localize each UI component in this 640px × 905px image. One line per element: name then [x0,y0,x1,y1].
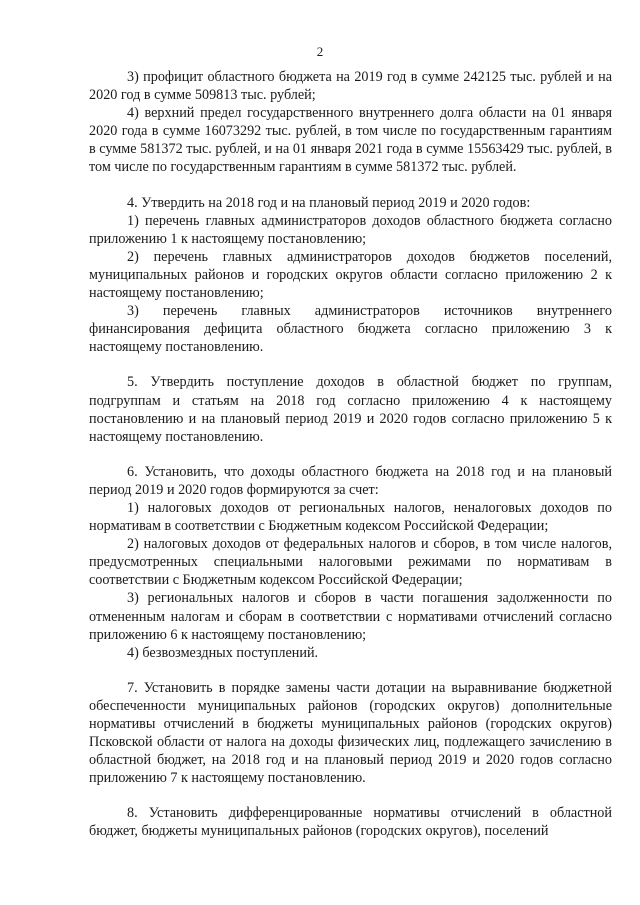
section-7: 7. Установить в порядке замены части дотации на выравнивание бюджетной обеспеченности муниципальных районов (городских округов) дополнительные нормативы отчислений в бюджеты муниципальных районов (городских округов) Псковской области от налога на доходы физических лиц, подлежащего зачислению в областной бюджет, на 2018 год и на плановый период 2019 и 2020 годов согласно приложению 7 к настоящему постановлению. [89,679,612,787]
section-gap [89,662,612,679]
document-body [89,68,612,841]
section-gap [89,177,612,194]
section-4-heading: 4. Утвердить на 2018 год и на плановый период 2019 и 2020 годов: [127,194,531,211]
section-gap [89,446,612,463]
clause-3-surplus: 3) профицит областного бюджета на 2019 год в сумме 242125 тыс. рублей и на 2020 год в сумме 509813 тыс. рублей; [89,69,612,104]
section-6-item-2: 2) налоговых доходов от федеральных налогов и сборов, в том числе налогов, предусмотренных специальными налоговыми режимами по нормативам в соответствии с Бюджетным кодексом Российской Федерации; [89,536,612,589]
section-6-item-1: 1) налоговых доходов от региональных налогов, неналоговых доходов по нормативам в соответствии с Бюджетным кодексом Российской Федерации; [89,499,612,535]
section-8: 8. Установить дифференцированные нормативы отчислений в областной бюджет, бюджеты муниципальных районов (городских округов), поселений [89,805,612,840]
section-gap [89,356,612,373]
section-4-item-3: 3) перечень главных администраторов источников внутреннего финансирования дефицита областного бюджета согласно приложению 3 к настоящему постановлению. [89,303,612,356]
section-6-item-3: 3) региональных налогов и сборов в части погашения задолженности по отмененным налогам и сборам в соответствии с нормативами отчислений согласно приложению 6 к настоящему постановлению; [89,590,612,643]
section-4-item-1: 1) перечень главных администраторов доходов областного бюджета согласно приложению 1 к настоящему постановлению; [89,212,612,247]
section-4-item-2: 2) перечень главных администраторов доходов бюджетов поселений, муниципальных районов и городских округов области согласно приложению 2 к настоящему постановлению; [89,248,612,302]
page-number: 2 [316,44,324,59]
section-5: 5. Утвердить поступление доходов в областной бюджет по группам, подгруппам и статьям на 2018 год согласно приложению 4 к настоящему постановлению и на плановый период 2019 и 2020 годов согласно приложению 5 к настоящему постановлению. [89,374,612,445]
section-gap [89,787,612,804]
clause-4-debt-limit: 4) верхний предел государственного внутреннего долга области на 01 января 2020 года в сумме 16073292 тыс. рублей, в том числе по государственным гарантиям в сумме 581372 тыс. рублей, и на 01 января 2021 года в сумме 15563429 тыс. рублей, в том числе по государственным гарантиям в сумме 581372 тыс. рублей. [89,105,612,176]
section-6-heading: 6. Установить, что доходы областного бюджета на 2018 год и на плановый период 2019 и 2020 годов формируются за счет: [89,463,612,498]
section-6-item-4: 4) безвозмездных поступлений. [127,644,319,661]
